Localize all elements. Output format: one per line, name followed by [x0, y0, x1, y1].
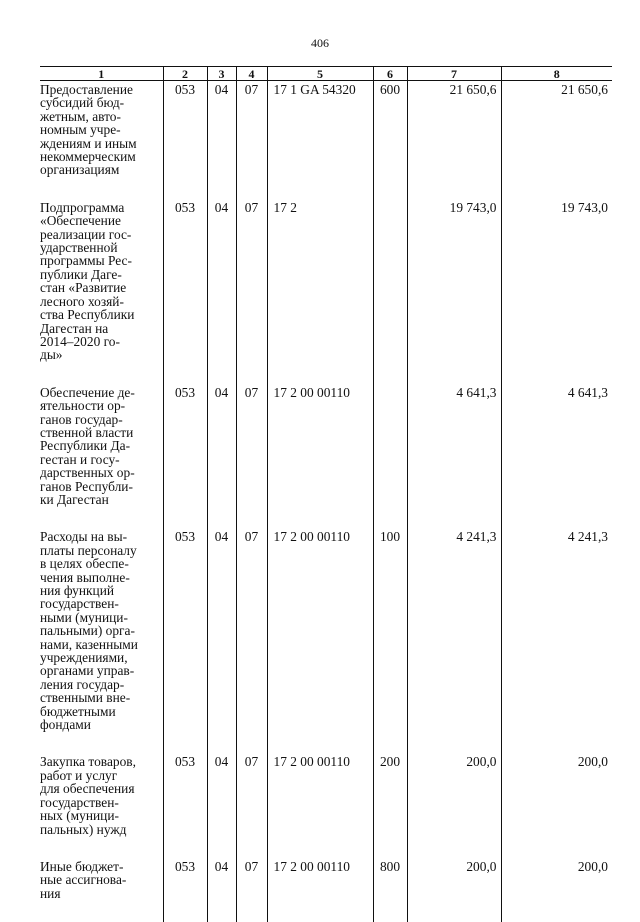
- item-name-line: ления государ-: [40, 678, 161, 691]
- item-name-line: «Обеспечение: [40, 214, 161, 227]
- cell-subsection-code: 07: [236, 384, 267, 507]
- item-name-line: пальных) нужд: [40, 823, 161, 836]
- item-name-line: ния: [40, 887, 161, 900]
- cell-amount-total: 4 641,3: [501, 384, 612, 507]
- cell-section-code: 04: [207, 858, 236, 900]
- item-name-line: Расходы на вы-: [40, 530, 161, 543]
- spacer-cell: [501, 506, 612, 528]
- item-name-line: субсидий бюд-: [40, 96, 161, 109]
- cell-ministry-code: 053: [163, 753, 207, 835]
- cell-expense-type: 800: [373, 858, 407, 900]
- column-header: 6: [373, 67, 407, 81]
- cell-amount: 200,0: [407, 858, 501, 900]
- item-name-line: бюджетными: [40, 705, 161, 718]
- spacer-cell: [501, 731, 612, 753]
- spacer-cell: [236, 900, 267, 922]
- cell-ministry-code: 053: [163, 81, 207, 177]
- item-name-line: ки Дагестан: [40, 493, 161, 506]
- row-spacer: [40, 177, 612, 199]
- table-row: [40, 858, 612, 900]
- spacer-cell: [373, 362, 407, 384]
- cell-amount: 200,0: [407, 753, 501, 835]
- cell-subsection-code: 07: [236, 81, 267, 177]
- spacer-cell: [40, 836, 163, 858]
- spacer-cell: [373, 731, 407, 753]
- table-body: [40, 81, 612, 922]
- column-header: 1: [40, 67, 163, 81]
- item-name-line: номным учре-: [40, 123, 161, 136]
- spacer-cell: [207, 836, 236, 858]
- spacer-cell: [501, 177, 612, 199]
- spacer-cell: [163, 362, 207, 384]
- item-name-line: ных (муници-: [40, 809, 161, 822]
- spacer-cell: [501, 836, 612, 858]
- spacer-cell: [373, 836, 407, 858]
- item-name-line: ства Республики: [40, 308, 161, 321]
- table-row: [40, 384, 612, 507]
- item-name-line: программы Рес-: [40, 254, 161, 267]
- page-number: 406: [0, 36, 640, 51]
- table-row: [40, 199, 612, 362]
- item-name-line: ными (муници-: [40, 611, 161, 624]
- cell-expense-type: 100: [373, 528, 407, 731]
- item-name-line: Подпрограмма: [40, 201, 161, 214]
- table-row: [40, 528, 612, 731]
- cell-item-name: [40, 753, 163, 835]
- item-name-line: ждениям и иным: [40, 137, 161, 150]
- budget-table: [40, 66, 612, 922]
- cell-ministry-code: 053: [163, 384, 207, 507]
- cell-amount-total: 19 743,0: [501, 199, 612, 362]
- spacer-cell: [236, 177, 267, 199]
- spacer-cell: [407, 362, 501, 384]
- item-name-line: учреждениями,: [40, 651, 161, 664]
- item-name-line: для обеспечения: [40, 782, 161, 795]
- row-spacer: [40, 900, 612, 922]
- item-name-line: Предоставление: [40, 83, 161, 96]
- cell-item-name: [40, 858, 163, 900]
- column-header: 4: [236, 67, 267, 81]
- cell-amount-total: 21 650,6: [501, 81, 612, 177]
- spacer-cell: [373, 900, 407, 922]
- cell-amount: 21 650,6: [407, 81, 501, 177]
- spacer-cell: [236, 506, 267, 528]
- item-name-line: Закупка товаров,: [40, 755, 161, 768]
- item-name-line: ственными вне-: [40, 691, 161, 704]
- spacer-cell: [40, 731, 163, 753]
- row-spacer: [40, 731, 612, 753]
- cell-expense-type: [373, 199, 407, 362]
- item-name-line: ды»: [40, 348, 161, 361]
- item-name-line: работ и услуг: [40, 769, 161, 782]
- item-name-line: в целях обеспе-: [40, 557, 161, 570]
- cell-expense-type: [373, 384, 407, 507]
- cell-section-code: 04: [207, 753, 236, 835]
- cell-item-name: [40, 81, 163, 177]
- cell-target-article: 17 2 00 00110: [267, 528, 373, 731]
- cell-item-name: [40, 384, 163, 507]
- spacer-cell: [207, 362, 236, 384]
- cell-subsection-code: 07: [236, 753, 267, 835]
- spacer-cell: [163, 731, 207, 753]
- spacer-cell: [207, 900, 236, 922]
- cell-section-code: 04: [207, 81, 236, 177]
- cell-target-article: 17 2 00 00110: [267, 858, 373, 900]
- cell-target-article: 17 1 GA 54320: [267, 81, 373, 177]
- spacer-cell: [267, 900, 373, 922]
- item-name-line: нами, казенными: [40, 638, 161, 651]
- cell-expense-type: 200: [373, 753, 407, 835]
- item-name-line: дарственных ор-: [40, 466, 161, 479]
- cell-ministry-code: 053: [163, 528, 207, 731]
- spacer-cell: [40, 177, 163, 199]
- row-spacer: [40, 836, 612, 858]
- item-name-line: реализации гос-: [40, 228, 161, 241]
- spacer-cell: [40, 900, 163, 922]
- item-name-line: пальными) орга-: [40, 624, 161, 637]
- cell-section-code: 04: [207, 384, 236, 507]
- spacer-cell: [207, 506, 236, 528]
- item-name-line: фондами: [40, 718, 161, 731]
- spacer-cell: [267, 731, 373, 753]
- spacer-cell: [207, 177, 236, 199]
- item-name-line: Обеспечение де-: [40, 386, 161, 399]
- item-name-line: Республики Да-: [40, 439, 161, 452]
- column-header: 3: [207, 67, 236, 81]
- table-header-row: [40, 67, 612, 81]
- spacer-cell: [163, 900, 207, 922]
- cell-amount: 4 641,3: [407, 384, 501, 507]
- table-row: [40, 81, 612, 177]
- item-name-line: организациям: [40, 163, 161, 176]
- table-row: [40, 753, 612, 835]
- item-name-line: ственной власти: [40, 426, 161, 439]
- spacer-cell: [267, 506, 373, 528]
- spacer-cell: [267, 836, 373, 858]
- item-name-line: Иные бюджет-: [40, 860, 161, 873]
- spacer-cell: [407, 731, 501, 753]
- cell-subsection-code: 07: [236, 528, 267, 731]
- cell-amount: 4 241,3: [407, 528, 501, 731]
- cell-amount-total: 200,0: [501, 858, 612, 900]
- spacer-cell: [40, 362, 163, 384]
- item-name-line: Дагестан на: [40, 322, 161, 335]
- column-header: 7: [407, 67, 501, 81]
- spacer-cell: [163, 836, 207, 858]
- cell-target-article: 17 2 00 00110: [267, 384, 373, 507]
- spacer-cell: [267, 362, 373, 384]
- item-name-line: платы персоналу: [40, 544, 161, 557]
- cell-amount-total: 4 241,3: [501, 528, 612, 731]
- spacer-cell: [373, 177, 407, 199]
- cell-target-article: 17 2 00 00110: [267, 753, 373, 835]
- item-name-line: гестан и госу-: [40, 453, 161, 466]
- spacer-cell: [163, 506, 207, 528]
- cell-ministry-code: 053: [163, 199, 207, 362]
- item-name-line: жетным, авто-: [40, 110, 161, 123]
- cell-target-article: 17 2: [267, 199, 373, 362]
- item-name-line: государствен-: [40, 796, 161, 809]
- cell-amount-total: 200,0: [501, 753, 612, 835]
- spacer-cell: [207, 731, 236, 753]
- column-header: 2: [163, 67, 207, 81]
- spacer-cell: [407, 836, 501, 858]
- cell-item-name: [40, 199, 163, 362]
- spacer-cell: [407, 177, 501, 199]
- spacer-cell: [407, 506, 501, 528]
- spacer-cell: [501, 900, 612, 922]
- item-name-line: ганов Республи-: [40, 480, 161, 493]
- cell-item-name: [40, 528, 163, 731]
- spacer-cell: [373, 506, 407, 528]
- spacer-cell: [40, 506, 163, 528]
- item-name-line: органами управ-: [40, 664, 161, 677]
- cell-subsection-code: 07: [236, 199, 267, 362]
- cell-section-code: 04: [207, 199, 236, 362]
- item-name-line: ятельности ор-: [40, 399, 161, 412]
- item-name-line: чения выполне-: [40, 571, 161, 584]
- cell-subsection-code: 07: [236, 858, 267, 900]
- cell-ministry-code: 053: [163, 858, 207, 900]
- cell-section-code: 04: [207, 528, 236, 731]
- item-name-line: ные ассигнова-: [40, 873, 161, 886]
- item-name-line: лесного хозяй-: [40, 295, 161, 308]
- cell-amount: 19 743,0: [407, 199, 501, 362]
- column-header: 8: [501, 67, 612, 81]
- row-spacer: [40, 362, 612, 384]
- item-name-line: стан «Развитие: [40, 281, 161, 294]
- spacer-cell: [407, 900, 501, 922]
- item-name-line: государствен-: [40, 597, 161, 610]
- spacer-cell: [501, 362, 612, 384]
- item-name-line: публики Даге-: [40, 268, 161, 281]
- item-name-line: ганов государ-: [40, 413, 161, 426]
- spacer-cell: [267, 177, 373, 199]
- cell-expense-type: 600: [373, 81, 407, 177]
- spacer-cell: [236, 362, 267, 384]
- row-spacer: [40, 506, 612, 528]
- spacer-cell: [163, 177, 207, 199]
- column-header: 5: [267, 67, 373, 81]
- item-name-line: 2014–2020 го-: [40, 335, 161, 348]
- item-name-line: ния функций: [40, 584, 161, 597]
- item-name-line: ударственной: [40, 241, 161, 254]
- item-name-line: некоммерческим: [40, 150, 161, 163]
- spacer-cell: [236, 731, 267, 753]
- spacer-cell: [236, 836, 267, 858]
